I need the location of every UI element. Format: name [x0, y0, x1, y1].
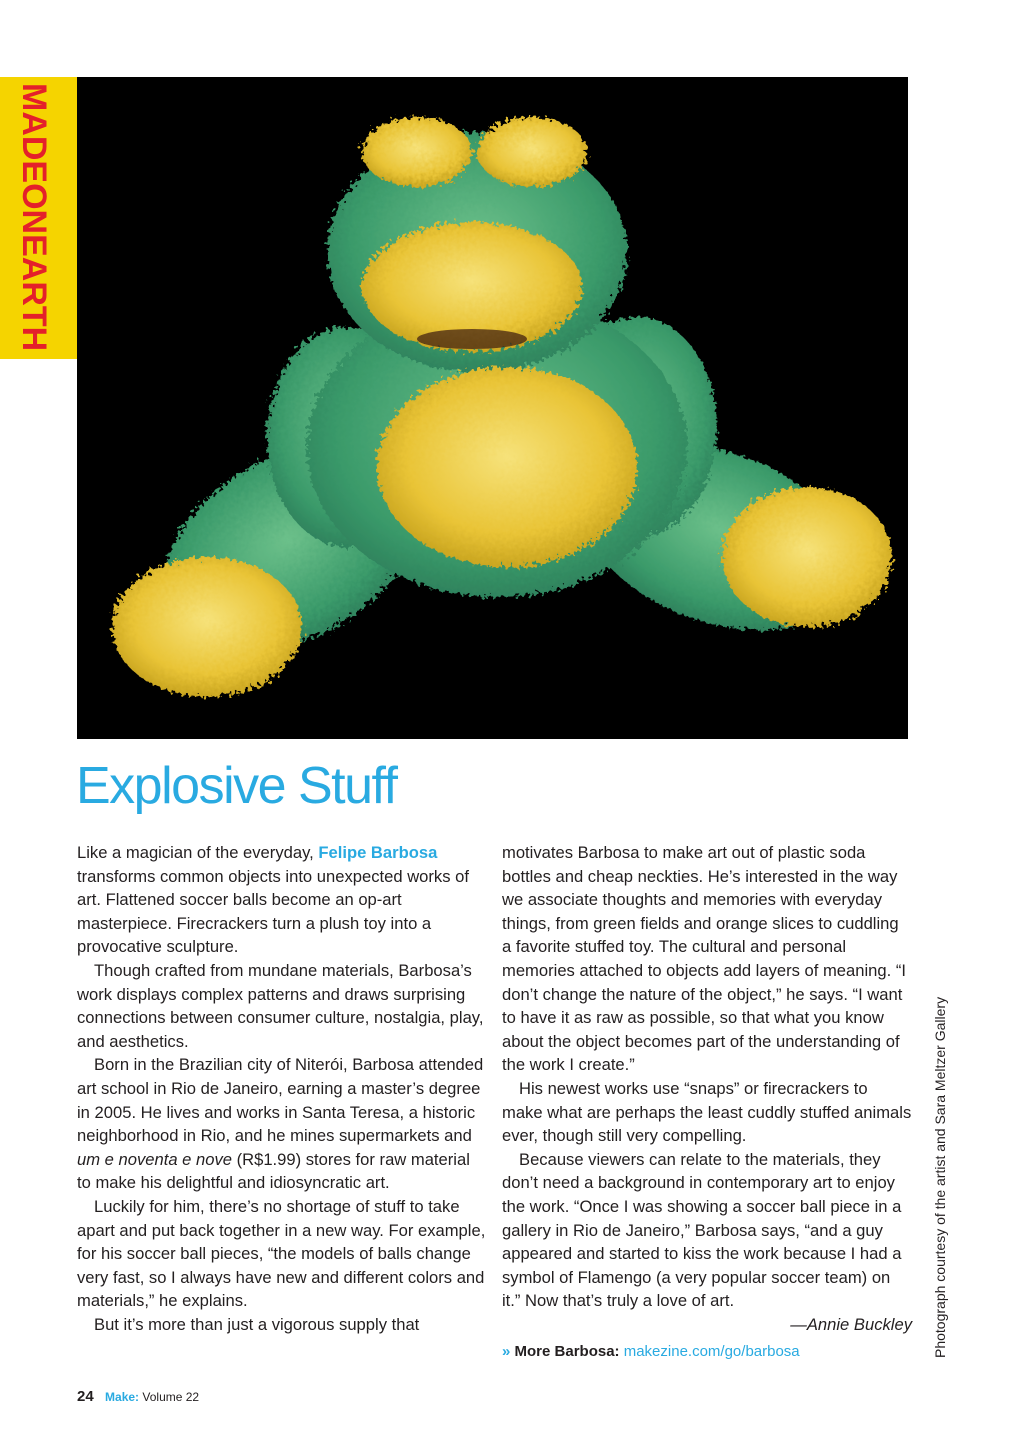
paragraph-5: But it’s more than just a vigorous supply that [94, 1314, 420, 1334]
plush-frog-image [77, 77, 908, 739]
author-signature: —Annie Buckley [790, 1314, 912, 1334]
artist-name: Felipe Barbosa [318, 843, 438, 862]
paragraph-6: His newest works use “snaps” or firecrackers to make what are perhaps the least cuddly stuffed animals ever, though still very compelling. [502, 1078, 912, 1146]
feature-photo [77, 77, 908, 739]
more-link[interactable]: makezine.com/go/barbosa [623, 1343, 800, 1361]
volume-label: Volume 22 [142, 1390, 200, 1404]
paragraph-2: Though crafted from mundane materials, Barbosa’s work displays complex patterns and draws surprising connections between consumer culture, nostalgia, play, and aesthetics. [77, 960, 484, 1051]
article-column-right [502, 841, 912, 1364]
more-label: More Barbosa: [514, 1343, 620, 1361]
more-info [502, 1340, 912, 1364]
paragraph-1: Like a magician of the everyday, Felipe Barbosa transforms common objects into unexpected works of art. Flattened soccer balls become an op-art masterpiece. Firecrackers turn a plush toy into a provocative sculpture. [77, 843, 469, 957]
paragraph-7: Because viewers can relate to the materials, they don’t need a background in contemporary art to enjoy the work. “Once I was showing a soccer ball piece in a gallery in Rio de Janeiro,” Barbosa says, “and a guy appeared and started to kiss the work because I had a symbol of Flamengo (a very popular soccer team) on it.” Now that’s truly a love of art. [502, 1149, 902, 1311]
magazine-name: Make: [105, 1390, 140, 1404]
section-tab [0, 77, 77, 359]
paragraph-3: Born in the Brazilian city of Niterói, Barbosa attended art school in Rio de Janeiro, earning a master’s degree in 2005. He lives and works in Santa Teresa, a historic neighborhood in Rio, and he mines supermarkets and um e noventa e nove (R$1.99) stores for raw material to make his delightful and idiosyncratic art. [77, 1055, 484, 1193]
article-title: Explosive Stuff [76, 757, 397, 815]
paragraph-5-continued: motivates Barbosa to make art out of plastic soda bottles and cheap neckties. He’s interested in the way we associate thoughts and memories with everyday things, from green fields and orange slices to cuddling a favorite stuffed toy. The cultural and personal memories attached to objects add layers of meaning. “I don’t change the nature of the object,” he says. “I want to have it as raw as possible, so that what you know about the object becomes part of the understanding of the work I create.” [502, 843, 906, 1075]
section-tab-label: MADEONEARTH [15, 83, 53, 352]
photo-credit: Photograph courtesy of the artist and Sara Meltzer Gallery [932, 996, 948, 1358]
paragraph-4: Luckily for him, there’s no shortage of stuff to take apart and put back together in a new way. For example, for his soccer ball pieces, “the models of balls change very fast, so I always have new and different colors and materials,” he explains. [77, 1196, 486, 1311]
page-footer [77, 1388, 199, 1405]
page-number: 24 [77, 1388, 94, 1405]
article-column-left [77, 841, 487, 1336]
double-chevron-icon: » [502, 1343, 511, 1361]
